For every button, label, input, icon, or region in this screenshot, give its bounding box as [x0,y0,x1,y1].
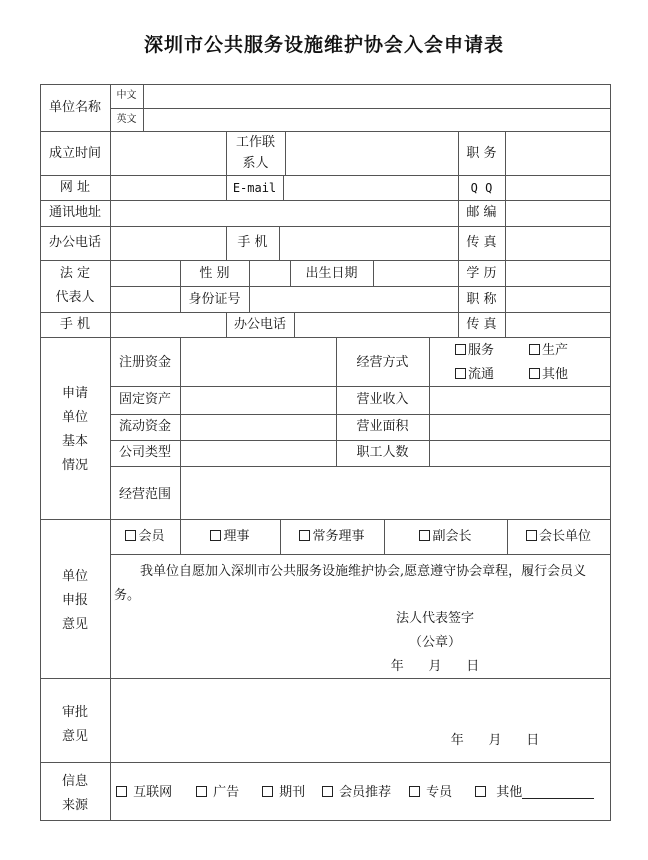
legal-rep-label-1: 法 定 [59,266,91,281]
source-option-ads[interactable]: 广告 [196,782,239,804]
revenue-label: 营业收入 [356,392,409,407]
basic-info-side-4: 情况 [61,458,88,473]
fax-label: 传 真 [466,235,497,250]
legal-rep-office-phone-label: 办公电话 [233,317,286,332]
registered-capital-field[interactable] [181,338,335,385]
education-field[interactable] [506,261,609,285]
business-mode-label: 经营方式 [356,355,409,370]
business-scope-label: 经营范围 [118,487,171,502]
checkbox-icon [262,786,273,797]
form-title: 深圳市公共服务设施维护协会入会申请表 [143,34,504,56]
english-name-label: 英文 [116,114,137,125]
legal-rep-name-field[interactable] [111,261,179,311]
fax-field[interactable] [506,227,609,259]
unit-name-label: 单位名称 [48,100,101,115]
website-label: 网 址 [59,180,91,195]
fixed-assets-field[interactable] [181,387,335,413]
mobile-field[interactable] [280,227,457,259]
mobile-label: 手 机 [237,235,268,250]
application-date: 年 月 日 [390,659,480,674]
education-label: 学 历 [466,266,497,281]
employees-label: 职工人数 [356,445,409,460]
working-capital-label: 流动资金 [118,419,171,434]
checkbox-icon [529,368,540,379]
approval-side-1: 审批 [61,705,88,720]
application-statement: 我单位自愿加入深圳市公共服务设施维护协会,愿意遵守协会章程，履行会员义务。 [114,564,587,603]
approval-opinion-field[interactable] [111,679,609,729]
contact-person-field[interactable] [286,132,457,174]
role-option-vice-president[interactable]: 副会长 [384,526,507,548]
postcode-label: 邮 编 [466,205,497,220]
checkbox-icon [116,786,127,797]
qq-label: Q Q [470,181,493,195]
fixed-assets-label: 固定资产 [118,392,171,407]
mode-option-circulation[interactable]: 流通 [455,364,494,386]
company-type-label: 公司类型 [118,445,171,460]
address-field[interactable] [111,201,457,225]
checkbox-icon [526,530,537,541]
role-option-president-unit[interactable]: 会长单位 [507,526,610,548]
english-name-field[interactable] [144,109,609,130]
legal-rep-label-2: 代表人 [55,290,95,305]
official-seal-label: （公章） [408,635,461,650]
approval-date: 年 月 日 [450,733,540,748]
legal-rep-office-phone-field[interactable] [295,313,457,336]
id-number-field[interactable] [250,287,457,311]
basic-info-side-1: 申请 [61,386,88,401]
business-scope-field[interactable] [181,467,609,518]
legal-rep-mobile-field[interactable] [111,313,225,336]
founded-label: 成立时间 [48,146,101,161]
source-option-journal[interactable]: 期刊 [262,782,305,804]
role-option-member[interactable]: 会员 [110,526,180,548]
business-area-field[interactable] [430,415,609,439]
birth-date-field[interactable] [374,261,457,285]
birth-date-label: 出生日期 [305,266,358,281]
gender-field[interactable] [250,261,289,285]
source-side-2: 来源 [61,798,88,813]
title-rank-field[interactable] [506,287,609,311]
employees-field[interactable] [430,441,609,465]
position-field[interactable] [506,132,609,174]
address-label: 通讯地址 [48,205,101,220]
approval-side-2: 意见 [61,729,88,744]
contact-person-label-1: 工作联 [235,135,275,150]
role-option-executive-director[interactable]: 常务理事 [280,526,384,548]
checkbox-icon [210,530,221,541]
mode-option-production[interactable]: 生产 [529,340,568,362]
application-side-1: 单位 [61,569,88,584]
working-capital-field[interactable] [181,415,335,439]
mode-option-other[interactable]: 其他 [529,364,568,386]
other-source-blank[interactable] [522,784,594,799]
postcode-field[interactable] [506,201,609,225]
source-option-member-referral[interactable]: 会员推荐 [322,782,391,804]
id-number-label: 身份证号 [188,292,241,307]
founded-field[interactable] [111,132,225,174]
checkbox-icon [475,786,486,797]
legal-rep-signature-label: 法人代表签字 [395,611,474,626]
checkbox-icon [322,786,333,797]
legal-rep-fax-field[interactable] [506,313,609,336]
title-rank-label: 职 称 [466,292,497,307]
checkbox-icon [419,530,430,541]
basic-info-side-3: 基本 [61,434,88,449]
source-option-specialist[interactable]: 专员 [409,782,452,804]
application-side-3: 意见 [61,617,88,632]
website-field[interactable] [111,176,225,199]
checkbox-icon [299,530,310,541]
legal-rep-fax-label: 传 真 [466,317,497,332]
office-phone-field[interactable] [111,227,225,259]
business-area-label: 营业面积 [356,419,409,434]
checkbox-icon [196,786,207,797]
source-side-1: 信息 [61,774,88,789]
checkbox-icon [409,786,420,797]
checkbox-icon [529,344,540,355]
source-option-other[interactable]: 其他 [475,782,594,804]
revenue-field[interactable] [430,387,609,413]
checkbox-icon [125,530,136,541]
position-label: 职 务 [466,146,497,161]
legal-rep-mobile-label: 手 机 [59,317,91,332]
email-label: E-mail [232,181,277,195]
company-type-field[interactable] [181,441,335,465]
source-option-internet[interactable]: 互联网 [116,782,172,804]
office-phone-label: 办公电话 [48,235,101,250]
application-side-2: 申报 [61,593,88,608]
basic-info-side-2: 单位 [61,410,88,425]
mode-option-service[interactable]: 服务 [455,340,494,362]
checkbox-icon [455,344,466,355]
contact-person-label-2: 系人 [242,156,269,171]
gender-label: 性 别 [199,266,230,281]
role-option-director[interactable]: 理事 [180,526,280,548]
chinese-name-field[interactable] [144,86,609,107]
email-field[interactable] [284,176,457,199]
chinese-name-label: 中文 [116,90,137,101]
registered-capital-label: 注册资金 [118,355,171,370]
qq-field[interactable] [506,176,609,199]
checkbox-icon [455,368,466,379]
